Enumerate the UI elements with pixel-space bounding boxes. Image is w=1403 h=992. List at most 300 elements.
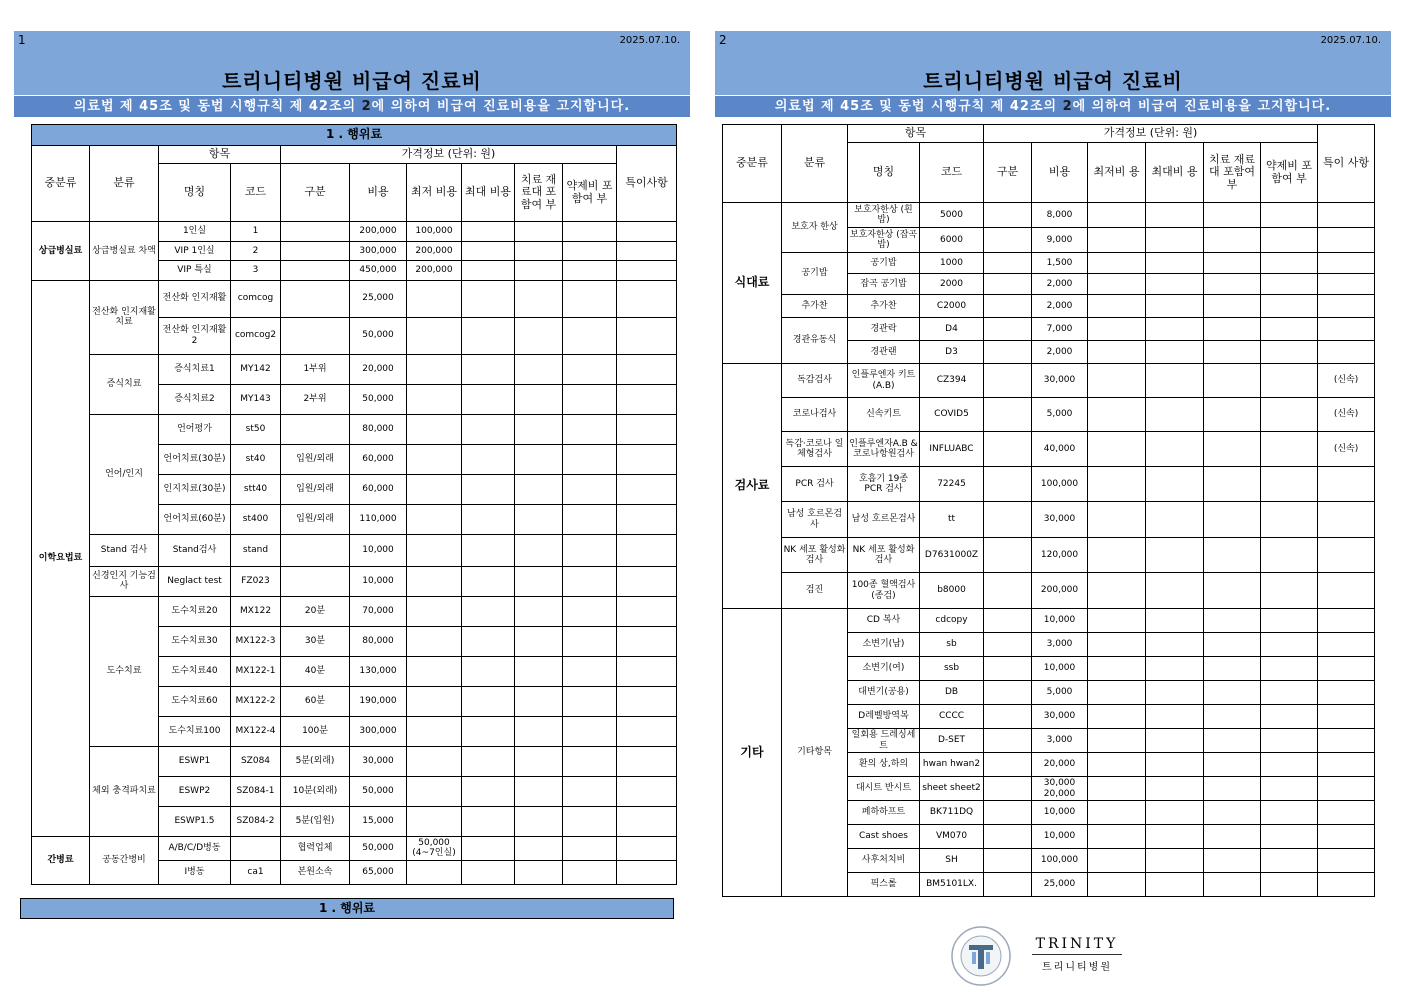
empty-cell: [1146, 657, 1204, 681]
major-category: 검사료: [723, 364, 782, 609]
item-code: VM070: [920, 825, 984, 849]
empty-cell: [1146, 705, 1204, 729]
item-cost: 20,000: [350, 354, 407, 384]
empty-cell: [1261, 203, 1318, 228]
empty-cell: [1146, 609, 1204, 633]
item-type: [281, 534, 350, 566]
item-cost: 200,000: [1032, 573, 1088, 609]
item-cost: 50,000: [350, 317, 407, 354]
item-name: 보호자한상 (잡곡밥): [848, 228, 920, 253]
empty-cell: [1204, 203, 1261, 228]
empty-cell: [1204, 502, 1261, 538]
empty-cell: [984, 777, 1032, 801]
item-code: comcog: [231, 280, 281, 317]
empty-cell: [1204, 777, 1261, 801]
empty-cell: [984, 364, 1032, 398]
empty-cell: [407, 716, 462, 746]
empty-cell: [617, 746, 677, 776]
item-name: 경관락: [848, 318, 920, 341]
empty-cell: [617, 384, 677, 414]
empty-cell: [1146, 573, 1204, 609]
major-category: 상급병실료: [32, 222, 90, 281]
empty-cell: [462, 280, 515, 317]
empty-cell: [515, 414, 563, 444]
empty-cell: [1146, 801, 1204, 825]
empty-cell: [563, 596, 617, 626]
empty-cell: [1318, 729, 1375, 753]
major-category: 식대료: [723, 203, 782, 364]
item-code: MY142: [231, 354, 281, 384]
item-name: 추가찬: [848, 295, 920, 318]
empty-cell: [462, 317, 515, 354]
item-type: [281, 280, 350, 317]
empty-cell: [563, 656, 617, 686]
item-code: st50: [231, 414, 281, 444]
col-note: 특이 사항: [1318, 125, 1375, 203]
item-min-cost: 200,000: [407, 241, 462, 261]
category: 경관유동식: [782, 318, 848, 364]
empty-cell: [984, 849, 1032, 873]
empty-cell: [1088, 398, 1146, 432]
item-name: 인플루엔자A.B & 코로나항원검사: [848, 432, 920, 467]
major-category: 간병료: [32, 836, 90, 884]
empty-cell: [515, 656, 563, 686]
empty-cell: [1146, 295, 1204, 318]
item-name: 언어치료(60분): [159, 504, 231, 534]
item-cost: 100,000: [1032, 467, 1088, 502]
empty-cell: [515, 836, 563, 860]
item-cost: 30,000: [1032, 364, 1088, 398]
category: 보호자 한상: [782, 203, 848, 253]
empty-cell: [462, 566, 515, 596]
item-cost: 1,500: [1032, 253, 1088, 274]
item-type: [281, 414, 350, 444]
item-cost: 3,000: [1032, 633, 1088, 657]
item-code: hwan hwan2: [920, 753, 984, 777]
item-name: 환의 상,하의: [848, 753, 920, 777]
category: 도수치료: [90, 596, 159, 746]
empty-cell: [1088, 801, 1146, 825]
empty-cell: [617, 354, 677, 384]
item-cost: 30,000: [350, 746, 407, 776]
col-type: 구분: [984, 143, 1032, 203]
item-cost: 10,000: [1032, 801, 1088, 825]
table-row: [723, 538, 1375, 573]
table-row: [723, 318, 1375, 341]
item-name: 보호자한상 (흰밥): [848, 203, 920, 228]
item-min-cost: [407, 860, 462, 884]
empty-cell: [1146, 502, 1204, 538]
empty-cell: [617, 686, 677, 716]
empty-cell: [1204, 341, 1261, 364]
empty-cell: [1088, 657, 1146, 681]
empty-cell: [1261, 633, 1318, 657]
empty-cell: [462, 746, 515, 776]
empty-cell: [407, 504, 462, 534]
empty-cell: [462, 596, 515, 626]
category: Stand 검사: [90, 534, 159, 566]
item-type: [984, 318, 1032, 341]
empty-cell: [462, 626, 515, 656]
item-name: 픽스롤: [848, 873, 920, 897]
item-type: [281, 222, 350, 242]
item-code: D4: [920, 318, 984, 341]
item-code: C2000: [920, 295, 984, 318]
empty-cell: [515, 686, 563, 716]
empty-cell: [984, 633, 1032, 657]
empty-cell: [1088, 274, 1146, 295]
empty-cell: [515, 444, 563, 474]
empty-cell: [1261, 825, 1318, 849]
table-row: [32, 746, 677, 776]
empty-cell: [1146, 633, 1204, 657]
page-header-band: [715, 31, 1391, 95]
table-row: [32, 534, 677, 566]
item-name: 증식치료1: [159, 354, 231, 384]
empty-cell: [407, 626, 462, 656]
item-name: 일회용 드레싱세트: [848, 729, 920, 753]
legal-notice: [715, 95, 1391, 117]
item-cost: 450,000: [350, 261, 407, 281]
empty-cell: [1146, 753, 1204, 777]
empty-cell: [1146, 203, 1204, 228]
empty-cell: [1088, 825, 1146, 849]
empty-cell: [1204, 825, 1261, 849]
empty-cell: [515, 626, 563, 656]
table-row: [32, 222, 677, 242]
item-code: stand: [231, 534, 281, 566]
empty-cell: [1204, 681, 1261, 705]
table-row: [32, 836, 677, 860]
item-cost: 2,000: [1032, 295, 1088, 318]
item-name: ESWP1.5: [159, 806, 231, 836]
col-name: 명칭: [848, 143, 920, 203]
item-code: D-SET: [920, 729, 984, 753]
table-row: [723, 432, 1375, 467]
empty-cell: [1146, 432, 1204, 467]
empty-cell: [462, 776, 515, 806]
empty-cell: [1204, 467, 1261, 502]
category: PCR 검사: [782, 467, 848, 502]
table-row: [723, 398, 1375, 432]
item-type: 40분: [281, 656, 350, 686]
item-code: cdcopy: [920, 609, 984, 633]
item-cost: 70,000: [350, 596, 407, 626]
col-min-cost: 최저 비용: [407, 164, 462, 222]
empty-cell: [1088, 467, 1146, 502]
item-code: DB: [920, 681, 984, 705]
col-min-cost: 최저비 용: [1088, 143, 1146, 203]
empty-cell: [984, 657, 1032, 681]
item-type: [984, 253, 1032, 274]
empty-cell: [1204, 318, 1261, 341]
item-code: stt40: [231, 474, 281, 504]
item-code: MX122-4: [231, 716, 281, 746]
empty-cell: [462, 241, 515, 261]
empty-cell: [617, 504, 677, 534]
item-cost: 25,000: [1032, 873, 1088, 897]
empty-cell: [462, 534, 515, 566]
empty-cell: [407, 776, 462, 806]
empty-cell: [1318, 341, 1375, 364]
empty-cell: [1204, 753, 1261, 777]
empty-cell: [462, 261, 515, 281]
item-name: 소변기(여): [848, 657, 920, 681]
empty-cell: [563, 626, 617, 656]
item-code: CZ394: [920, 364, 984, 398]
item-cost: 2,000: [1032, 274, 1088, 295]
empty-cell: [984, 705, 1032, 729]
empty-cell: [515, 317, 563, 354]
empty-cell: [1261, 318, 1318, 341]
item-name: VIP 특실: [159, 261, 231, 281]
empty-cell: [563, 746, 617, 776]
item-cost: 25,000: [350, 280, 407, 317]
empty-cell: [1261, 705, 1318, 729]
empty-cell: [563, 504, 617, 534]
major-category: 이학요법료: [32, 280, 90, 836]
empty-cell: [1261, 609, 1318, 633]
item-cost: 50,000: [350, 384, 407, 414]
item-min-cost: 100,000: [407, 222, 462, 242]
item-name: NK 세포 활성화 검사: [848, 538, 920, 573]
empty-cell: [1146, 467, 1204, 502]
item-cost: 110,000: [350, 504, 407, 534]
col-item: 항목: [159, 146, 281, 164]
col-item: 항목: [848, 125, 984, 143]
table-row: [723, 364, 1375, 398]
item-code: SZ084-2: [231, 806, 281, 836]
procedure-rows: [32, 222, 677, 885]
empty-cell: [1204, 364, 1261, 398]
empty-cell: [1261, 753, 1318, 777]
major-category: 기타: [723, 609, 782, 897]
empty-cell: [563, 534, 617, 566]
item-cost: 80,000: [350, 626, 407, 656]
item-code: MY143: [231, 384, 281, 414]
empty-cell: [1204, 633, 1261, 657]
item-code: COVID5: [920, 398, 984, 432]
item-name: 도수치료40: [159, 656, 231, 686]
col-price-info: 가격정보 (단위: 원): [984, 125, 1318, 143]
empty-cell: [515, 860, 563, 884]
category: 증식치료: [90, 354, 159, 414]
page-1-header: [14, 31, 690, 117]
item-note: [1318, 538, 1375, 573]
empty-cell: [1261, 295, 1318, 318]
empty-cell: [515, 504, 563, 534]
empty-cell: [1318, 657, 1375, 681]
item-type: 협력업체: [281, 836, 350, 860]
empty-cell: [984, 502, 1032, 538]
empty-cell: [515, 280, 563, 317]
item-note: [1318, 502, 1375, 538]
category: 독감검사: [782, 364, 848, 398]
empty-cell: [984, 681, 1032, 705]
item-type: 1부위: [281, 354, 350, 384]
item-name: 전산화 인지재활2: [159, 317, 231, 354]
empty-cell: [984, 398, 1032, 432]
empty-cell: [617, 241, 677, 261]
empty-cell: [407, 317, 462, 354]
item-code: ca1: [231, 860, 281, 884]
item-note: [1318, 467, 1375, 502]
item-code: BM5101LX.: [920, 873, 984, 897]
item-name: 사후처치비: [848, 849, 920, 873]
item-name: 언어치료(30분): [159, 444, 231, 474]
item-code: 3: [231, 261, 281, 281]
table-row: [32, 596, 677, 626]
empty-cell: [617, 317, 677, 354]
empty-cell: [617, 776, 677, 806]
category: 독감·코로나 일체형검사: [782, 432, 848, 467]
item-name: Cast shoes: [848, 825, 920, 849]
item-note: (신속): [1318, 398, 1375, 432]
item-code: sheet sheet2: [920, 777, 984, 801]
col-note: 특이사항: [617, 146, 677, 222]
empty-cell: [515, 261, 563, 281]
empty-cell: [1088, 633, 1146, 657]
item-code: 1000: [920, 253, 984, 274]
item-cost: 5,000: [1032, 681, 1088, 705]
empty-cell: [617, 414, 677, 444]
empty-cell: [462, 474, 515, 504]
category: 코로나검사: [782, 398, 848, 432]
empty-cell: [617, 280, 677, 317]
empty-cell: [617, 806, 677, 836]
item-note: (신속): [1318, 432, 1375, 467]
item-cost: 60,000: [350, 474, 407, 504]
item-cost: 130,000: [350, 656, 407, 686]
empty-cell: [1261, 364, 1318, 398]
section-header: 1 . 행위료: [32, 125, 677, 146]
empty-cell: [407, 414, 462, 444]
item-name: A/B/C/D병동: [159, 836, 231, 860]
table-row: [723, 609, 1375, 633]
empty-cell: [515, 354, 563, 384]
empty-cell: [1318, 705, 1375, 729]
item-name: 전산화 인지재활: [159, 280, 231, 317]
item-name: 남성 호르몬검사: [848, 502, 920, 538]
empty-cell: [1261, 341, 1318, 364]
empty-cell: [1204, 432, 1261, 467]
item-cost: 190,000: [350, 686, 407, 716]
empty-cell: [617, 534, 677, 566]
empty-cell: [984, 573, 1032, 609]
empty-cell: [1088, 849, 1146, 873]
empty-cell: [617, 444, 677, 474]
empty-cell: [462, 414, 515, 444]
item-cost: 10,000: [1032, 825, 1088, 849]
empty-cell: [1204, 253, 1261, 274]
page-date: 2025.07.10.: [619, 35, 680, 46]
empty-cell: [563, 384, 617, 414]
category: 남성 호르몬검사: [782, 502, 848, 538]
empty-cell: [462, 504, 515, 534]
empty-cell: [563, 836, 617, 860]
empty-cell: [1204, 729, 1261, 753]
item-code: CCCC: [920, 705, 984, 729]
item-code: BK711DQ: [920, 801, 984, 825]
empty-cell: [617, 836, 677, 860]
item-name: 신속키트: [848, 398, 920, 432]
item-code: MX122-3: [231, 626, 281, 656]
empty-cell: [617, 474, 677, 504]
page-date: 2025.07.10.: [1320, 35, 1381, 46]
empty-cell: [1204, 873, 1261, 897]
empty-cell: [1318, 873, 1375, 897]
page-title: 트리니티병원 비급여 진료비: [222, 69, 482, 93]
empty-cell: [1146, 364, 1204, 398]
item-cost: 60,000: [350, 444, 407, 474]
col-price-info: 가격정보 (단위: 원): [281, 146, 617, 164]
col-cost: 비용: [1032, 143, 1088, 203]
empty-cell: [515, 534, 563, 566]
empty-cell: [1318, 318, 1375, 341]
item-name: 소변기(남): [848, 633, 920, 657]
col-max-cost: 최대비 용: [1146, 143, 1204, 203]
item-cost: 10,000: [1032, 657, 1088, 681]
empty-cell: [1146, 681, 1204, 705]
item-cost: 10,000: [350, 534, 407, 566]
item-code: INFLUABC: [920, 432, 984, 467]
item-name: 공기밥: [848, 253, 920, 274]
empty-cell: [407, 656, 462, 686]
notice-text-a: 의료법 제 45조 및 동법 시행규칙 제 42조의: [774, 99, 1063, 114]
legal-notice: [14, 95, 690, 117]
item-type: [984, 274, 1032, 295]
empty-cell: [1204, 705, 1261, 729]
col-max-cost: 최대 비용: [462, 164, 515, 222]
brand-block: [1032, 936, 1122, 973]
brand-korean: 트리니티병원: [1042, 962, 1112, 973]
item-code: 2000: [920, 274, 984, 295]
category: 체외 충격파치료: [90, 746, 159, 836]
empty-cell: [1204, 295, 1261, 318]
empty-cell: [1146, 825, 1204, 849]
empty-cell: [617, 566, 677, 596]
empty-cell: [462, 860, 515, 884]
item-cost: 10,000: [350, 566, 407, 596]
category: 언어/인지: [90, 414, 159, 534]
empty-cell: [1261, 253, 1318, 274]
empty-cell: [1146, 228, 1204, 253]
item-cost: 300,000: [350, 716, 407, 746]
item-name: CD 복사: [848, 609, 920, 633]
item-code: comcog2: [231, 317, 281, 354]
table-row: [723, 253, 1375, 274]
empty-cell: [462, 444, 515, 474]
empty-cell: [563, 776, 617, 806]
item-cost: 300,000: [350, 241, 407, 261]
empty-cell: [1261, 777, 1318, 801]
item-min-cost: 200,000: [407, 261, 462, 281]
empty-cell: [407, 384, 462, 414]
empty-cell: [1146, 253, 1204, 274]
empty-cell: [515, 241, 563, 261]
empty-cell: [1318, 849, 1375, 873]
empty-cell: [984, 467, 1032, 502]
col-category: 분류: [782, 125, 848, 203]
category: 공기밥: [782, 253, 848, 295]
empty-cell: [1318, 681, 1375, 705]
item-code: tt: [920, 502, 984, 538]
empty-cell: [407, 566, 462, 596]
item-code: 5000: [920, 203, 984, 228]
empty-cell: [1088, 295, 1146, 318]
empty-cell: [1261, 573, 1318, 609]
item-name: 경관랜: [848, 341, 920, 364]
